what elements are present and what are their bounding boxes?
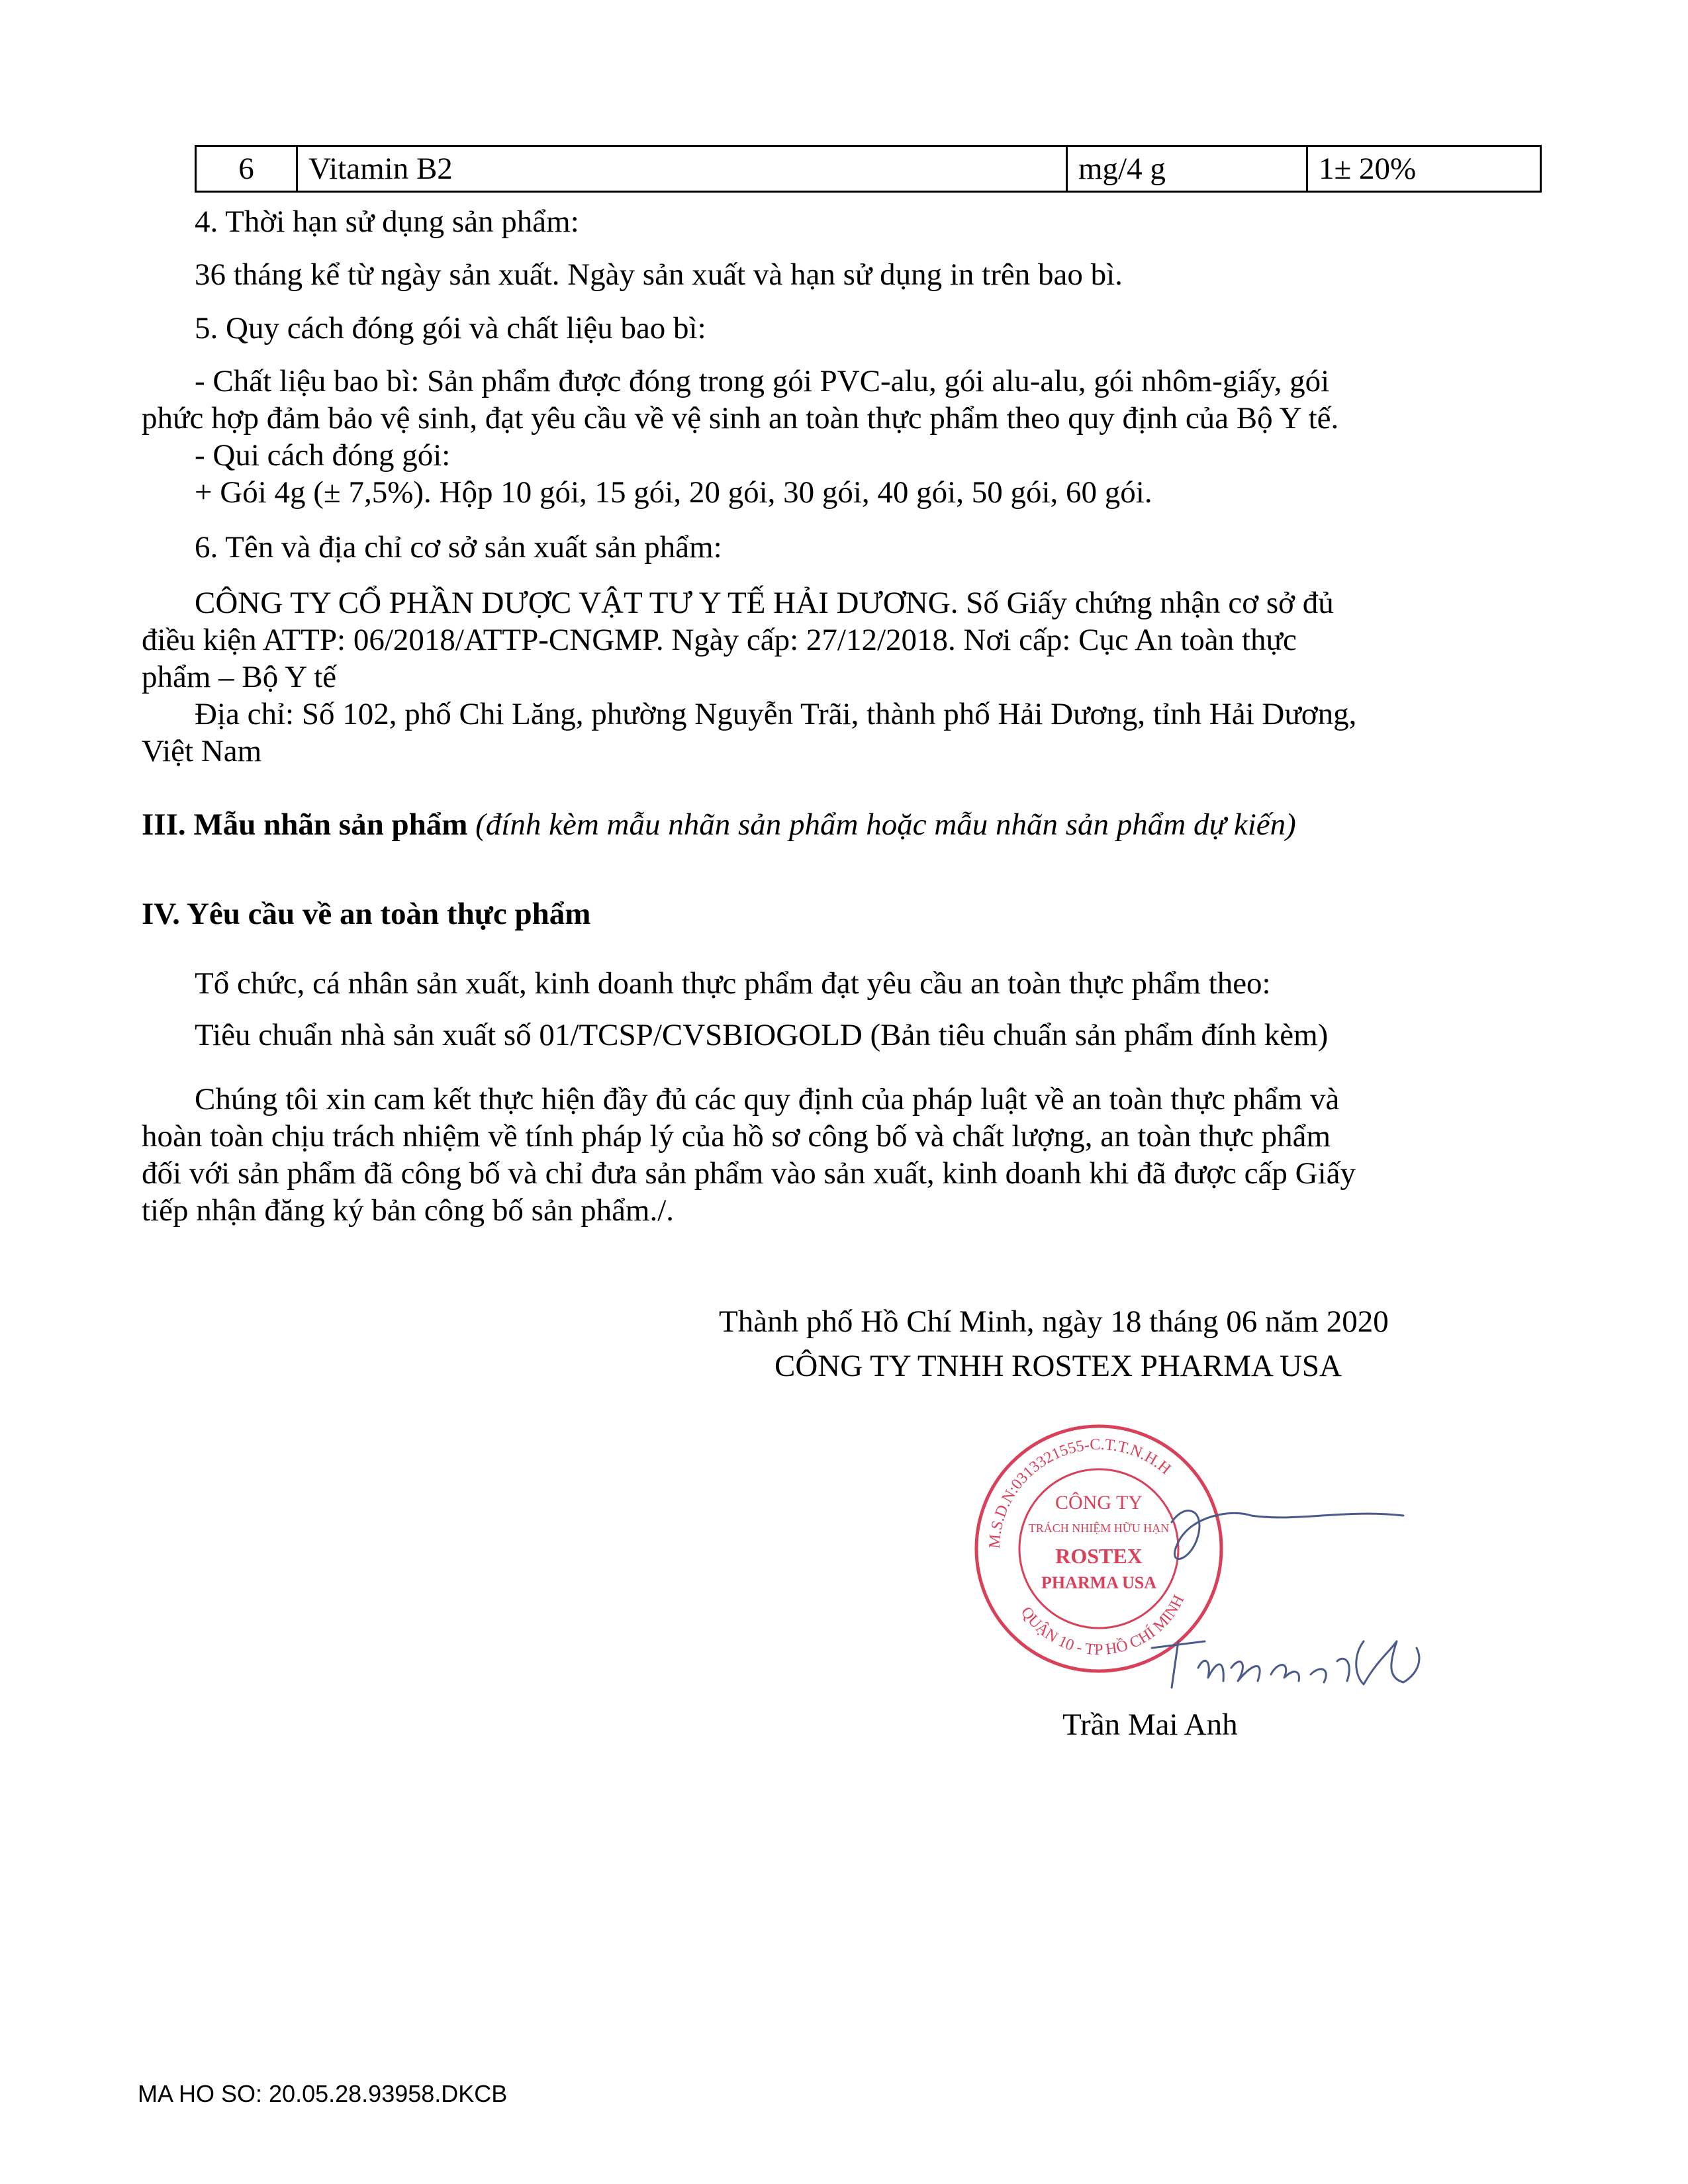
commitment-line1: Chúng tôi xin cam kết thực hiện đầy đủ các quy định của pháp luật về an toàn thực phẩm và <box>195 1082 1340 1116</box>
signer-name: Trần Mai Anh <box>1062 1707 1238 1742</box>
section4-text: 36 tháng kể từ ngày sản xuất. Ngày sản xuất và hạn sử dụng in trên bao bì. <box>195 257 1123 292</box>
stamp-bottom-text: QUẬN 10 - TP HỒ CHÍ MINH <box>1017 1592 1188 1659</box>
commitment-line2: hoàn toàn chịu trách nhiệm về tính pháp lý của hồ sơ công bố và chất lượng, an toàn thực phẩm <box>142 1119 1331 1154</box>
place-date: Thành phố Hồ Chí Minh, ngày 18 tháng 06 năm 2020 <box>719 1304 1389 1339</box>
section-iv-title: IV. Yêu cầu về an toàn thực phẩm <box>142 897 591 931</box>
stamp-ring-text: M.S.D.N:0313321555-C.T.T.N.H.H <box>986 1435 1174 1549</box>
section-iv-line2: Tiêu chuẩn nhà sản xuất số 01/TCSP/CVSBIOGOLD (Bản tiêu chuẩn sản phẩm đính kèm) <box>195 1018 1329 1052</box>
stamp-line1: CÔNG TY <box>1055 1492 1143 1514</box>
section-iii-title: III. Mẫu nhãn sản phẩm <box>142 807 468 842</box>
nutrient-unit: mg/4 g <box>1067 146 1307 192</box>
section5-heading: 5. Quy cách đóng gói và chất liệu bao bì: <box>195 311 706 345</box>
handwritten-signature <box>1125 1496 1470 1694</box>
section5-line2: phức hợp đảm bảo vệ sinh, đạt yêu cầu về vệ sinh an toàn thực phẩm theo quy định của Bộ Y tế. <box>142 401 1339 435</box>
row-number: 6 <box>196 146 297 192</box>
nutrient-table <box>195 145 1542 193</box>
section-iii-note: (đính kèm mẫu nhãn sản phẩm hoặc mẫu nhãn sản phẩm dự kiến) <box>475 807 1296 842</box>
section-iv-line1: Tổ chức, cá nhân sản xuất, kinh doanh thực phẩm đạt yêu cầu an toàn thực phẩm theo: <box>195 966 1271 1001</box>
section6-line3: phẩm – Bộ Y tế <box>142 660 337 694</box>
section-iv-heading <box>142 895 590 933</box>
stamp-line3: ROSTEX <box>1055 1544 1143 1568</box>
signing-company: CÔNG TY TNHH ROSTEX PHARMA USA <box>774 1349 1342 1383</box>
section6-line1: CÔNG TY CỔ PHẦN DƯỢC VẬT TƯ Y TẾ HẢI DƯƠNG. Số Giấy chứng nhận cơ sở đủ <box>195 586 1334 620</box>
section5-line3: - Qui cách đóng gói: <box>195 438 451 473</box>
section6-line2: điều kiện ATTP: 06/2018/ATTP-CNGMP. Ngày cấp: 27/12/2018. Nơi cấp: Cục An toàn thực <box>142 623 1297 657</box>
stamp-line2: TRÁCH NHIỆM HỮU HẠN <box>1028 1522 1170 1535</box>
dossier-number: MA HO SO: 20.05.28.93958.DKCB <box>138 2080 508 2107</box>
section6-heading: 6. Tên và địa chỉ cơ sở sản xuất sản phẩm: <box>195 530 722 565</box>
commitment-line4: tiếp nhận đăng ký bản công bố sản phẩm./. <box>142 1193 675 1228</box>
table-row <box>196 146 1541 192</box>
nutrient-value: 1± 20% <box>1307 146 1541 192</box>
section-iii-heading <box>142 806 1296 843</box>
stamp-line4: PHARMA USA <box>1041 1573 1157 1592</box>
section5-line1: - Chất liệu bao bì: Sản phẩm được đóng trong gói PVC-alu, gói alu-alu, gói nhôm-giấy, gói <box>195 364 1330 398</box>
section5-line4: + Gói 4g (± 7,5%). Hộp 10 gói, 15 gói, 20 gói, 30 gói, 40 gói, 50 gói, 60 gói. <box>195 475 1152 510</box>
nutrient-name: Vitamin B2 <box>297 146 1067 192</box>
commitment-line3: đối với sản phẩm đã công bố và chỉ đưa sản phẩm vào sản xuất, kinh doanh khi đã được cấp Giấy <box>142 1156 1356 1191</box>
section6-address: Địa chỉ: Số 102, phố Chi Lăng, phường Nguyễn Trãi, thành phố Hải Dương, tỉnh Hải Dương, <box>195 697 1357 731</box>
section4-heading: 4. Thời hạn sử dụng sản phẩm: <box>195 205 579 239</box>
section6-line5: Việt Nam <box>142 734 262 768</box>
